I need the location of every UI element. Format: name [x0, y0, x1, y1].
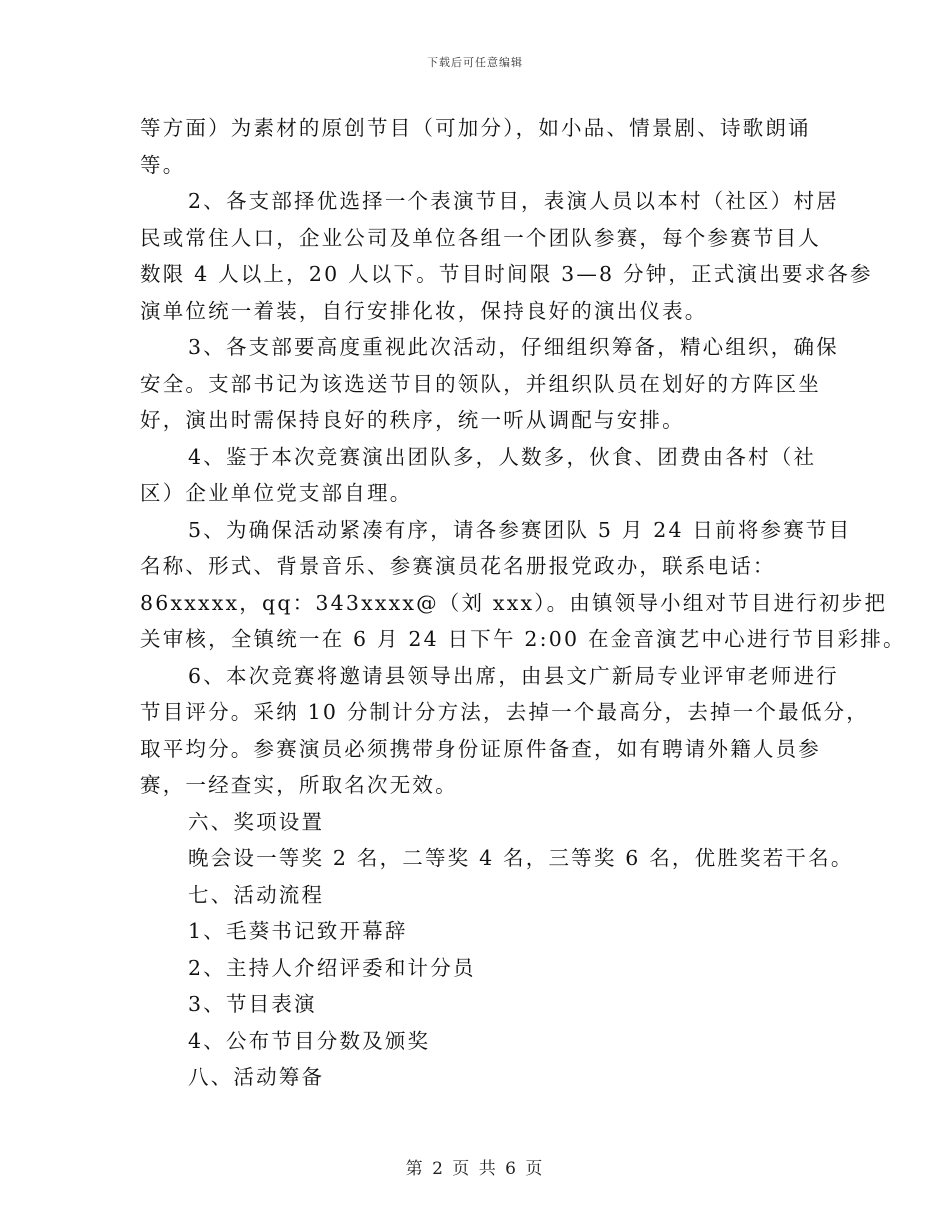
text-line: 1、毛葵书记致开幕辞: [188, 919, 408, 943]
text-line: 晚会设一等奖 2 名，二等奖 4 名，三等奖 6 名，优胜奖若干名。: [188, 846, 854, 870]
text-line: 3、各支部要高度重视此次活动，仔细组织筹备，精心组织，确保: [188, 335, 839, 359]
text-line: 八、活动筹备: [188, 1065, 325, 1089]
text-line: 等方面）为素材的原创节目（可加分），如小品、情景剧、诗歌朗诵: [140, 116, 811, 140]
page-header: 下载后可任意编辑: [427, 56, 523, 69]
text-line: 关审核，全镇统一在 6 月 24 日下午 2:00 在金音演艺中心进行节目彩排。: [140, 627, 906, 651]
text-line: 86xxxxx，qq：343xxxx@（刘 xxx）。由镇领导小组对节目进行初步把: [140, 590, 888, 615]
text-line: 5、为确保活动紧凑有序，请各参赛团队 5 月 24 日前将参赛节目: [188, 517, 852, 542]
text-line: 6、本次竞赛将邀请县领导出席，由县文广新局专业评审老师进行: [188, 663, 839, 688]
text-line: 取平均分。参赛演员必须携带身份证原件备查，如有聘请外籍人员参: [140, 736, 821, 761]
text-line: 2、各支部择优选择一个表演节目，表演人员以本村（社区）村居: [188, 189, 839, 213]
text-line: 六、奖项设置: [188, 809, 325, 834]
text-line: 节目评分。采纳 10 分制计分方法，去掉一个最高分，去掉一个最低分，: [140, 700, 869, 724]
text-line: 区）企业单位党支部自理。: [140, 481, 413, 505]
text-line: 等。: [140, 152, 186, 177]
text-line: 名称、形式、背景音乐、参赛演员花名册报党政办，联系电话：: [140, 554, 776, 578]
text-line: 2、主持人介绍评委和计分员: [188, 955, 476, 980]
text-line: 4、公布节目分数及颁奖: [188, 1028, 431, 1053]
text-line: 4、鉴于本次竞赛演出团队多，人数多，伙食、团费由各村（社: [188, 444, 817, 469]
document-body: [140, 110, 906, 1096]
page-footer: 第 2 页 共 6 页: [405, 1159, 545, 1179]
text-line: 赛，一经查实，所取名次无效。: [140, 773, 458, 797]
text-line: 3、节目表演: [188, 992, 317, 1016]
text-line: 七、活动流程: [188, 882, 325, 907]
text-line: 演单位统一着装，自行安排化妆，保持良好的演出仪表。: [140, 298, 708, 323]
text-line: 安全。支部书记为该选送节目的领队，并组织队员在划好的方阵区坐: [140, 371, 821, 396]
text-line: 好，演出时需保持良好的秩序，统一听从调配与安排。: [140, 408, 685, 432]
text-line: 数限 4 人以上，20 人以下。节目时间限 3—8 分钟，正式演出要求各参: [140, 262, 873, 286]
text-line: 民或常住人口，企业公司及单位各组一个团队参赛，每个参赛节目人: [140, 225, 821, 250]
